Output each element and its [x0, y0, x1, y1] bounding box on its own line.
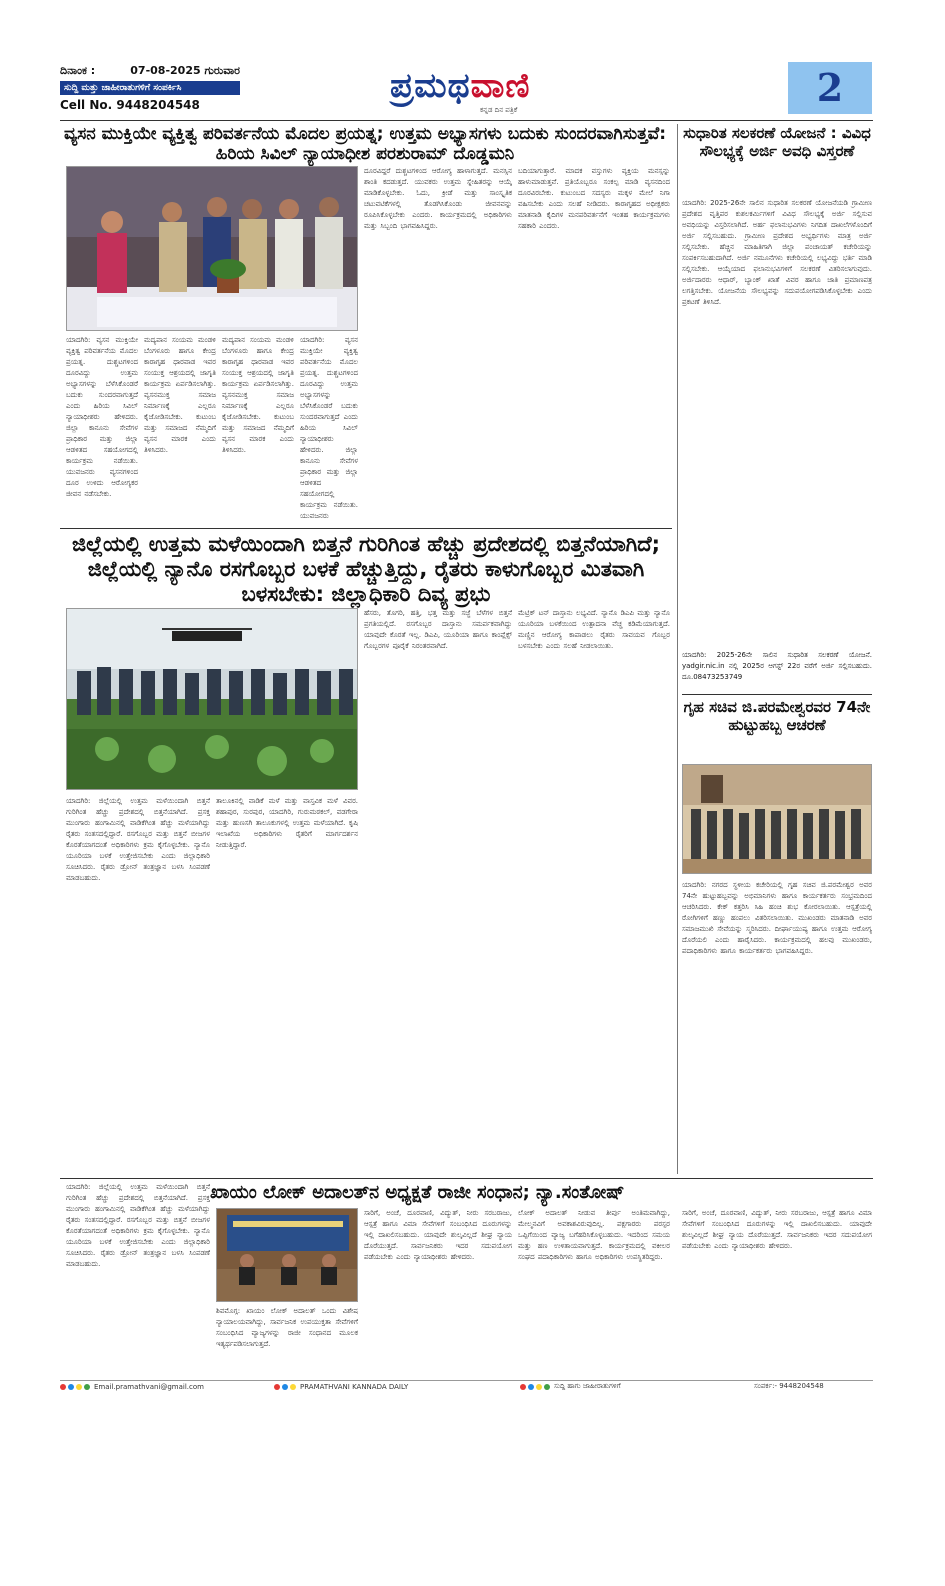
article-3-rule	[60, 1178, 873, 1179]
article-1-headline: ವ್ಯಸನ ಮುಕ್ತಿಯೇ ವ್ಯಕ್ತಿತ್ವ ಪರಿವರ್ತನೆಯ ಮೊದಲ ಪ್ರಯತ್ನ; ಉತ್ತಮ ಅಭ್ಯಾಸಗಳು ಬದುಕು ಸುಂದರವಾಗಿಸುತ್ತವೆ: ಹಿರಿಯ ಸಿವಿಲ್ ನ್ಯಾಯಾಧೀಶ ಪರಶುರಾಮ್ ದೊಡ್ಡಮನಿ	[63, 124, 667, 165]
article-4-headline: ಗೃಹ ಸಚಿವ ಜಿ.ಪರಮೇಶ್ವರವರ 74ನೇ ಹುಟ್ಟುಹಬ್ಬ ಆಚರಣೆ	[683, 698, 871, 734]
article-3-photo	[66, 608, 358, 790]
article-1-col-1b: ಮದ್ಯಪಾನ ಸಂಯಮ ಮಂಡಳಿ ಬೆಂಗಳೂರು ಹಾಗೂ ಕೇಂದ್ರ ಕಾರಾಗೃಹ ಧಾರವಾಡ ಇವರ ಸಂಯುಕ್ತ ಆಶ್ರಯದಲ್ಲಿ ಜಾಗೃತಿ ಕಾರ್ಯಕ್ರಮ ಏರ್ಪಡಿಸಲಾಗಿತ್ತು. ವ್ಯಸನಮುಕ್ತ ಸಮಾಜ ನಿರ್ಮಾಣಕ್ಕೆ ಎಲ್ಲರೂ ಕೈಜೋಡಿಸಬೇಕು. ಕುಟುಂಬ ಮತ್ತು ಸಮಾಜದ ನೆಮ್ಮದಿಗೆ ವ್ಯಸನ ಮಾರಕ ಎಂದು ತಿಳಿಸಿದರು.	[144, 336, 216, 454]
article-5-col-1: ಶಿವಮೊಗ್ಗ: ಖಾಯಂ ಲೋಕ್ ಅದಾಲತ್ ಒಂದು ವಿಶೇಷ ನ್ಯಾಯಾಲಯವಾಗಿದ್ದು, ಸಾರ್ವಜನಿಕ ಉಪಯುಕ್ತತಾ ಸೇವೆಗಳಿಗೆ ಸಂಬಂಧಿಸಿದ ವ್ಯಾಜ್ಯಗಳನ್ನು ರಾಜೀ ಸಂಧಾನದ ಮೂಲಕ ಇತ್ಯರ್ಥಪಡಿಸಲಾಗುತ್ತದೆ.	[216, 1307, 358, 1348]
article-2-headline: ಸುಧಾರಿತ ಸಲಕರಣೆ ಯೋಜನೆ : ವಿವಿಧ ಸೌಲಭ್ಯಕ್ಕೆ ಅರ್ಜಿ ಅವಧಿ ವಿಸ್ತರಣೆ	[683, 124, 871, 160]
newspaper-page	[60, 58, 873, 1390]
article-3-col-1: ಯಾದಗಿರಿ: ಜಿಲ್ಲೆಯಲ್ಲಿ ಉತ್ತಮ ಮಳೆಯಿಂದಾಗಿ ಬಿತ್ತನೆ ಗುರಿಗಿಂತ ಹೆಚ್ಚು ಪ್ರದೇಶದಲ್ಲಿ ಬಿತ್ತನೆಯಾಗಿದೆ. ಪ್ರಸಕ್ತ ಮುಂಗಾರು ಹಂಗಾಮಿನಲ್ಲಿ ವಾಡಿಕೆಗಿಂತ ಹೆಚ್ಚು ಮಳೆಯಾಗಿದ್ದು ರೈತರು ಸಂತಸದಲ್ಲಿದ್ದಾರೆ. ರಸಗೊಬ್ಬರ ಮತ್ತು ಬಿತ್ತನೆ ಬೀಜಗಳ ಕೊರತೆಯಾಗದಂತೆ ಅಧಿಕಾರಿಗಳು ಕ್ರಮ ಕೈಗೊಳ್ಳಬೇಕು. ನ್ಯಾನೊ ಯೂರಿಯಾ ಬಳಕೆ ಉತ್ತೇಜಿಸಬೇಕು ಎಂದು ಜಿಲ್ಲಾಧಿಕಾರಿ ಸೂಚಿಸಿದರು. ರೈತರು ಡ್ರೋನ್ ತಂತ್ರಜ್ಞಾನ ಬಳಸಿ ಸಿಂಪಡಣೆ ಮಾಡಬಹುದು.	[66, 797, 210, 882]
logo-part-2: ವಾಣಿ	[470, 66, 531, 106]
article-2-rule	[682, 694, 872, 695]
masthead-rule	[60, 120, 873, 121]
article-3-col-4: ಮೆಟ್ರಿಕ್ ಟನ್ ದಾಸ್ತಾನು ಲಭ್ಯವಿದೆ. ನ್ಯಾನೊ ಡಿಎಪಿ ಮತ್ತು ನ್ಯಾನೊ ಯೂರಿಯಾ ಬಳಕೆಯಿಂದ ಉತ್ಪಾದನಾ ವೆಚ್ಚ ಕಡಿಮೆಯಾಗುತ್ತದೆ. ಮಣ್ಣಿನ ಆರೋಗ್ಯ ಕಾಪಾಡಲು ರೈತರು ಸಾವಯವ ಗೊಬ್ಬರ ಬಳಸಬೇಕು ಎಂದು ಸಲಹೆ ನೀಡಲಾಯಿತು.	[518, 609, 670, 650]
color-dots-icon	[60, 1384, 90, 1390]
article-1-col-2: ಮದ್ಯಪಾನ ಸಂಯಮ ಮಂಡಳಿ ಬೆಂಗಳೂರು ಹಾಗೂ ಕೇಂದ್ರ ಕಾರಾಗೃಹ ಧಾರವಾಡ ಇವರ ಸಂಯುಕ್ತ ಆಶ್ರಯದಲ್ಲಿ ಜಾಗೃತಿ ಕಾರ್ಯಕ್ರಮ ಏರ್ಪಡಿಸಲಾಗಿತ್ತು. ವ್ಯಸನಮುಕ್ತ ಸಮಾಜ ನಿರ್ಮಾಣಕ್ಕೆ ಎಲ್ಲರೂ ಕೈಜೋಡಿಸಬೇಕು. ಕುಟುಂಬ ಮತ್ತು ಸಮಾಜದ ನೆಮ್ಮದಿಗೆ ವ್ಯಸನ ಮಾರಕ ಎಂದು ತಿಳಿಸಿದರು.	[222, 336, 294, 454]
article-1-col-1: ಯಾದಗಿರಿ: ವ್ಯಸನ ಮುಕ್ತಿಯೇ ವ್ಯಕ್ತಿತ್ವ ಪರಿವರ್ತನೆಯ ಮೊದಲ ಪ್ರಯತ್ನ. ದುಶ್ಚಟಗಳಿಂದ ದೂರವಿದ್ದು ಉತ್ತಮ ಅಭ್ಯಾಸಗಳನ್ನು ಬೆಳೆಸಿಕೊಂಡರೆ ಬದುಕು ಸುಂದರವಾಗುತ್ತದೆ ಎಂದು ಹಿರಿಯ ಸಿವಿಲ್ ನ್ಯಾಯಾಧೀಶರು ಹೇಳಿದರು. ಜಿಲ್ಲಾ ಕಾನೂನು ಸೇವೆಗಳ ಪ್ರಾಧಿಕಾರ ಮತ್ತು ಜಿಲ್ಲಾ ಆಡಳಿತದ ಸಹಯೋಗದಲ್ಲಿ ಕಾರ್ಯಕ್ರಮ ನಡೆಯಿತು. ಯುವಜನರು ವ್ಯಸನಗಳಿಂದ ದೂರ ಉಳಿದು ಆರೋಗ್ಯಕರ ಜೀವನ ನಡೆಸಬೇಕು.	[66, 336, 138, 498]
drone-farm-image	[67, 609, 358, 790]
article-1-photo	[66, 166, 358, 331]
footer-email: Email.pramathvani@gmail.com	[94, 1382, 204, 1391]
article-1-col-2b: ಯಾದಗಿರಿ: ವ್ಯಸನ ಮುಕ್ತಿಯೇ ವ್ಯಕ್ತಿತ್ವ ಪರಿವರ್ತನೆಯ ಮೊದಲ ಪ್ರಯತ್ನ. ದುಶ್ಚಟಗಳಿಂದ ದೂರವಿದ್ದು ಉತ್ತಮ ಅಭ್ಯಾಸಗಳನ್ನು ಬೆಳೆಸಿಕೊಂಡರೆ ಬದುಕು ಸುಂದರವಾಗುತ್ತದೆ ಎಂದು ಹಿರಿಯ ಸಿವಿಲ್ ನ್ಯಾಯಾಧೀಶರು ಹೇಳಿದರು. ಜಿಲ್ಲಾ ಕಾನೂನು ಸೇವೆಗಳ ಪ್ರಾಧಿಕಾರ ಮತ್ತು ಜಿಲ್ಲಾ ಆಡಳಿತದ ಸಹಯೋಗದಲ್ಲಿ ಕಾರ್ಯಕ್ರಮ ನಡೆಯಿತು. ಯುವಜನರು	[300, 336, 358, 520]
article-3-col-2: ತಾಲೂಕಿನಲ್ಲಿ ವಾಡಿಕೆ ಮಳೆ ಮತ್ತು ವಾಸ್ತವಿಕ ಮಳೆ ವಿವರ. ಶಹಾಪುರ, ಸುರಪುರ, ಯಾದಗಿರಿ, ಗುರುಮಠಕಲ್, ವಡಗೇರಾ ಮತ್ತು ಹುಣಸಗಿ ತಾಲೂಕುಗಳಲ್ಲಿ ಉತ್ತಮ ಮಳೆಯಾಗಿದೆ. ಕೃಷಿ ಇಲಾಖೆಯ ಅಧಿಕಾರಿಗಳು ರೈತರಿಗೆ ಮಾರ್ಗದರ್ಶನ ನೀಡುತ್ತಿದ್ದಾರೆ.	[216, 797, 358, 849]
page-number-badge: 2	[788, 62, 872, 114]
article-5-photo	[216, 1208, 358, 1302]
logo-subtitle: ಕನ್ನಡ ದಿನ ಪತ್ರಿಕೆ	[480, 106, 518, 114]
logo-part-1: ಪ್ರಮಥ	[390, 66, 471, 106]
color-dots-icon	[520, 1384, 550, 1390]
article-1-col-3: ದೂರವಿದ್ದರೆ ದುಶ್ಚಟಗಳಿಂದ ಆರೋಗ್ಯ ಹಾಳಾಗುತ್ತದೆ. ಮನಸ್ಸಿನ ಶಾಂತಿ ಕದಡುತ್ತದೆ. ಯುವಕರು ಉತ್ತಮ ಸ್ನೇಹಿತರನ್ನು ಆಯ್ಕೆ ಮಾಡಿಕೊಳ್ಳಬೇಕು. ಓದು, ಕ್ರೀಡೆ ಮತ್ತು ಸಾಂಸ್ಕೃತಿಕ ಚಟುವಟಿಕೆಗಳಲ್ಲಿ ತೊಡಗಿಸಿಕೊಂಡು ಜೀವನವನ್ನು ರೂಪಿಸಿಕೊಳ್ಳಬೇಕು ಎಂದರು. ಕಾರ್ಯಕ್ರಮದಲ್ಲಿ ಅಧಿಕಾರಿಗಳು ಮತ್ತು ಸಿಬ್ಬಂದಿ ಭಾಗವಹಿಸಿದ್ದರು.	[364, 167, 512, 230]
article-5-col-0: ಯಾದಗಿರಿ: ಜಿಲ್ಲೆಯಲ್ಲಿ ಉತ್ತಮ ಮಳೆಯಿಂದಾಗಿ ಬಿತ್ತನೆ ಗುರಿಗಿಂತ ಹೆಚ್ಚು ಪ್ರದೇಶದಲ್ಲಿ ಬಿತ್ತನೆಯಾಗಿದೆ. ಪ್ರಸಕ್ತ ಮುಂಗಾರು ಹಂಗಾಮಿನಲ್ಲಿ ವಾಡಿಕೆಗಿಂತ ಹೆಚ್ಚು ಮಳೆಯಾಗಿದ್ದು ರೈತರು ಸಂತಸದಲ್ಲಿದ್ದಾರೆ. ರಸಗೊಬ್ಬರ ಮತ್ತು ಬಿತ್ತನೆ ಬೀಜಗಳ ಕೊರತೆಯಾಗದಂತೆ ಅಧಿಕಾರಿಗಳು ಕ್ರಮ ಕೈಗೊಳ್ಳಬೇಕು. ನ್ಯಾನೊ ಯೂರಿಯಾ ಬಳಕೆ ಉತ್ತೇಜಿಸಬೇಕು ಎಂದು ಜಿಲ್ಲಾಧಿಕಾರಿ ಸೂಚಿಸಿದರು. ರೈತರು ಡ್ರೋನ್ ತಂತ್ರಜ್ಞಾನ ಬಳಸಿ ಸಿಂಪಡಣೆ ಮಾಡಬಹುದು.	[66, 1183, 210, 1268]
article-3-headline: ಜಿಲ್ಲೆಯಲ್ಲಿ ಉತ್ತಮ ಮಳೆಯಿಂದಾಗಿ ಬಿತ್ತನೆ ಗುರಿಗಿಂತ ಹೆಚ್ಚು ಪ್ರದೇಶದಲ್ಲಿ ಬಿತ್ತನೆಯಾಗಿದೆ; ಜಿಲ್ಲೆಯಲ್ಲಿ ನ್ಯಾನೊ ರಸಗೊಬ್ಬರ ಬಳಕೆ ಹೆಚ್ಚುತ್ತಿದ್ದು, ರೈತರು ಕಾಳುಗೊಬ್ಬರ ಮಿತವಾಗಿ ಬಳಸಬೇಕು: ಜಿಲ್ಲಾಧಿಕಾರಿ ದಿವ್ಯ ಪ್ರಭು	[71, 532, 661, 607]
article-5-col-4: ಸಾರಿಗೆ, ಅಂಚೆ, ದೂರವಾಣಿ, ವಿದ್ಯುತ್, ನೀರು ಸರಬರಾಜು, ಆಸ್ಪತ್ರೆ ಹಾಗೂ ವಿಮಾ ಸೇವೆಗಳಿಗೆ ಸಂಬಂಧಿಸಿದ ದೂರುಗಳನ್ನು ಇಲ್ಲಿ ದಾಖಲಿಸಬಹುದು. ಯಾವುದೇ ಶುಲ್ಕವಿಲ್ಲದೆ ಶೀಘ್ರ ನ್ಯಾಯ ದೊರೆಯುತ್ತದೆ. ಸಾರ್ವಜನಿಕರು ಇದರ ಸದುಪಯೋಗ ಪಡೆಯಬೇಕು ಎಂದು ನ್ಯಾಯಾಧೀಶರು ಹೇಳಿದರು.	[682, 1209, 872, 1250]
date-line	[60, 64, 240, 78]
footer-center: PRAMATHVANI KANNADA DAILY	[300, 1382, 409, 1391]
date-label: ದಿನಾಂಕ :	[60, 64, 96, 77]
page-footer	[60, 1380, 873, 1392]
article-4-photo	[682, 764, 872, 874]
article-3-col-3: ಹೆಸರು, ತೊಗರಿ, ಹತ್ತಿ, ಭತ್ತ ಮತ್ತು ಸಜ್ಜೆ ಬೆಳೆಗಳ ಬಿತ್ತನೆ ಪ್ರಗತಿಯಲ್ಲಿದೆ. ರಸಗೊಬ್ಬರ ದಾಸ್ತಾನು ಸಮರ್ಪಕವಾಗಿದ್ದು ಯಾವುದೇ ಕೊರತೆ ಇಲ್ಲ. ಡಿಎಪಿ, ಯೂರಿಯಾ ಹಾಗೂ ಕಾಂಪ್ಲೆಕ್ಸ್ ಗೊಬ್ಬರಗಳ ಪೂರೈಕೆ ನಿರಂತರವಾಗಿದೆ.	[364, 609, 512, 650]
article-1-col-4: ಬದಿಯಾಗುತ್ತಾರೆ. ಮಾದಕ ವಸ್ತುಗಳು ವ್ಯಕ್ತಿಯ ಮನಸ್ಸನ್ನು ಹಾಳುಮಾಡುತ್ತವೆ. ಪ್ರತಿಯೊಬ್ಬರೂ ಸಂಕಲ್ಪ ಮಾಡಿ ವ್ಯಸನದಿಂದ ದೂರವಿರಬೇಕು. ಕುಟುಂಬದ ಸದಸ್ಯರು ಮಕ್ಕಳ ಮೇಲೆ ನಿಗಾ ವಹಿಸಬೇಕು ಎಂದು ಸಲಹೆ ನೀಡಿದರು. ಕಾರಾಗೃಹದ ಅಧೀಕ್ಷಕರು ಮಾತನಾಡಿ ಕೈದಿಗಳ ಮನಪರಿವರ್ತನೆಗೆ ಇಂತಹ ಕಾರ್ಯಕ್ರಮಗಳು ಸಹಕಾರಿ ಎಂದರು.	[518, 167, 670, 230]
article-5-headline: ಖಾಯಂ ಲೋಕ್ ಅದಾಲತ್‌ನ ಅಧ್ಯಕ್ಷತೆ ರಾಜೀ ಸಂಧಾನ; ನ್ಯಾ.ಸಂತೋಷ್	[210, 1182, 625, 1203]
article-4-body: ಯಾದಗಿರಿ: ನಗರದ ಸ್ಥಳೀಯ ಕಚೇರಿಯಲ್ಲಿ ಗೃಹ ಸಚಿವ ಜಿ.ಪರಮೇಶ್ವರ ಅವರ 74ನೇ ಹುಟ್ಟುಹಬ್ಬವನ್ನು ಅಭಿಮಾನಿಗಳು ಹಾಗೂ ಕಾರ್ಯಕರ್ತರು ಸಂಭ್ರಮದಿಂದ ಆಚರಿಸಿದರು. ಕೇಕ್ ಕತ್ತರಿಸಿ ಸಿಹಿ ಹಂಚಿ ಶುಭ ಕೋರಲಾಯಿತು. ಆಸ್ಪತ್ರೆಯಲ್ಲಿ ರೋಗಿಗಳಿಗೆ ಹಣ್ಣು ಹಂಪಲು ವಿತರಿಸಲಾಯಿತು. ಮುಖಂಡರು ಮಾತನಾಡಿ ಅವರ ಸಮಾಜಮುಖಿ ಸೇವೆಯನ್ನು ಸ್ಮರಿಸಿದರು. ದೀರ್ಘಾಯುಷ್ಯ ಹಾಗೂ ಉತ್ತಮ ಆರೋಗ್ಯ ದೊರೆಯಲಿ ಎಂದು ಹಾರೈಸಿದರು. ಕಾರ್ಯಕ್ರಮದಲ್ಲಿ ಹಲವು ಮುಖಂಡರು, ಪದಾಧಿಕಾರಿಗಳು ಹಾಗೂ ಕಾರ್ಯಕರ್ತರು ಭಾಗವಹಿಸಿದ್ದರು.	[682, 881, 872, 955]
newspaper-logo	[390, 66, 531, 106]
article-5-col-3: ಲೋಕ್ ಅದಾಲತ್ ನೀಡುವ ತೀರ್ಪು ಅಂತಿಮವಾಗಿದ್ದು, ಮೇಲ್ಮನವಿಗೆ ಅವಕಾಶವಿರುವುದಿಲ್ಲ. ಪಕ್ಷಗಾರರು ಪರಸ್ಪರ ಒಪ್ಪಿಗೆಯಿಂದ ವ್ಯಾಜ್ಯ ಬಗೆಹರಿಸಿಕೊಳ್ಳಬಹುದು. ಇದರಿಂದ ಸಮಯ ಮತ್ತು ಹಣ ಉಳಿತಾಯವಾಗುತ್ತದೆ. ಕಾರ್ಯಕ್ರಮದಲ್ಲಿ ವಕೀಲರ ಸಂಘದ ಪದಾಧಿಕಾರಿಗಳು ಹಾಗೂ ಅಧಿಕಾರಿಗಳು ಉಪಸ್ಥಿತರಿದ್ದರು.	[518, 1209, 670, 1261]
footer-contact: ಸಂಪರ್ಕ:- 9448204548	[754, 1382, 824, 1390]
masthead	[60, 58, 873, 118]
article-2-body: ಯಾದಗಿರಿ: 2025-26ನೇ ಸಾಲಿನ ಸುಧಾರಿತ ಸಲಕರಣೆ ಯೋಜನೆಯಡಿ ಗ್ರಾಮೀಣ ಪ್ರದೇಶದ ವೃತ್ತಿಪರ ಕುಶಲಕರ್ಮಿಗಳಿಗೆ ವಿವಿಧ ಸೌಲಭ್ಯಕ್ಕೆ ಅರ್ಜಿ ಸಲ್ಲಿಸುವ ಅವಧಿಯನ್ನು ವಿಸ್ತರಿಸಲಾಗಿದೆ. ಅರ್ಹ ಫಲಾನುಭವಿಗಳು ನಿಗದಿತ ದಾಖಲೆಗಳೊಂದಿಗೆ ಅರ್ಜಿ ಸಲ್ಲಿಸಬಹುದು. ಗ್ರಾಮೀಣ ಪ್ರದೇಶದ ಅಭ್ಯರ್ಥಿಗಳು ಮಾತ್ರ ಅರ್ಜಿ ಸಲ್ಲಿಸಬೇಕು. ಹೆಚ್ಚಿನ ಮಾಹಿತಿಗಾಗಿ ಜಿಲ್ಲಾ ಪಂಚಾಯತ್ ಕಚೇರಿಯನ್ನು ಸಂಪರ್ಕಿಸಬಹುದಾಗಿದೆ. ಅರ್ಜಿ ನಮೂನೆಗಳು ಕಚೇರಿಯಲ್ಲಿ ಲಭ್ಯವಿದ್ದು ಭರ್ತಿ ಮಾಡಿ ಸಲ್ಲಿಸಬೇಕು. ಆಯ್ಕೆಯಾದ ಫಲಾನುಭವಿಗಳಿಗೆ ಸಲಕರಣೆ ವಿತರಿಸಲಾಗುವುದು. ಅರ್ಜಿದಾರರು ಆಧಾರ್, ಬ್ಯಾಂಕ್ ಖಾತೆ ವಿವರ ಹಾಗೂ ಜಾತಿ ಪ್ರಮಾಣಪತ್ರ ಲಗತ್ತಿಸಬೇಕು. ಯೋಜನೆಯ ಸೌಲಭ್ಯವನ್ನು ಸದುಪಯೋಗಪಡಿಸಿಕೊಳ್ಳಬೇಕು ಎಂದು ಪ್ರಕಟಣೆ ತಿಳಿಸಿದೆ.	[682, 199, 872, 306]
color-dots-icon	[274, 1384, 296, 1390]
date-value: 07-08-2025 ಗುರುವಾರ	[130, 64, 240, 77]
birthday-celebration-image	[683, 765, 872, 874]
right-column-divider	[677, 124, 678, 1174]
article-2-web: ಯಾದಗಿರಿ: 2025-26ನೇ ಸಾಲಿನ ಸುಧಾರಿತ ಸಲಕರಣೆ ಯೋಜನೆ. yadgir.nic.in ನಲ್ಲಿ 2025ರ ಆಗಸ್ಟ್ 22ರ ವರೆಗೆ ಅರ್ಜಿ ಸಲ್ಲಿಸಬಹುದು. ದೂ.08473253749	[682, 651, 872, 681]
masthead-info	[60, 64, 240, 112]
contact-tagline: ಸುದ್ದಿ ಮತ್ತು ಜಾಹೀರಾತುಗಳಿಗೆ ಸಂಪರ್ಕಿಸಿ	[60, 81, 240, 95]
cell-number: Cell No. 9448204548	[60, 98, 200, 112]
judge-event-image	[67, 167, 358, 331]
article-1-rule	[60, 528, 672, 529]
article-5-col-2: ಸಾರಿಗೆ, ಅಂಚೆ, ದೂರವಾಣಿ, ವಿದ್ಯುತ್, ನೀರು ಸರಬರಾಜು, ಆಸ್ಪತ್ರೆ ಹಾಗೂ ವಿಮಾ ಸೇವೆಗಳಿಗೆ ಸಂಬಂಧಿಸಿದ ದೂರುಗಳನ್ನು ಇಲ್ಲಿ ದಾಖಲಿಸಬಹುದು. ಯಾವುದೇ ಶುಲ್ಕವಿಲ್ಲದೆ ಶೀಘ್ರ ನ್ಯಾಯ ದೊರೆಯುತ್ತದೆ. ಸಾರ್ವಜನಿಕರು ಇದರ ಸದುಪಯೋಗ ಪಡೆಯಬೇಕು ಎಂದು ನ್ಯಾಯಾಧೀಶರು ಹೇಳಿದರು.	[364, 1209, 512, 1261]
lok-adalat-image	[217, 1209, 358, 1302]
footer-tag: ಸುದ್ದಿ ಹಾಗು ಜಾಹೀರಾತುಗಳಿಗೆ	[554, 1382, 621, 1390]
